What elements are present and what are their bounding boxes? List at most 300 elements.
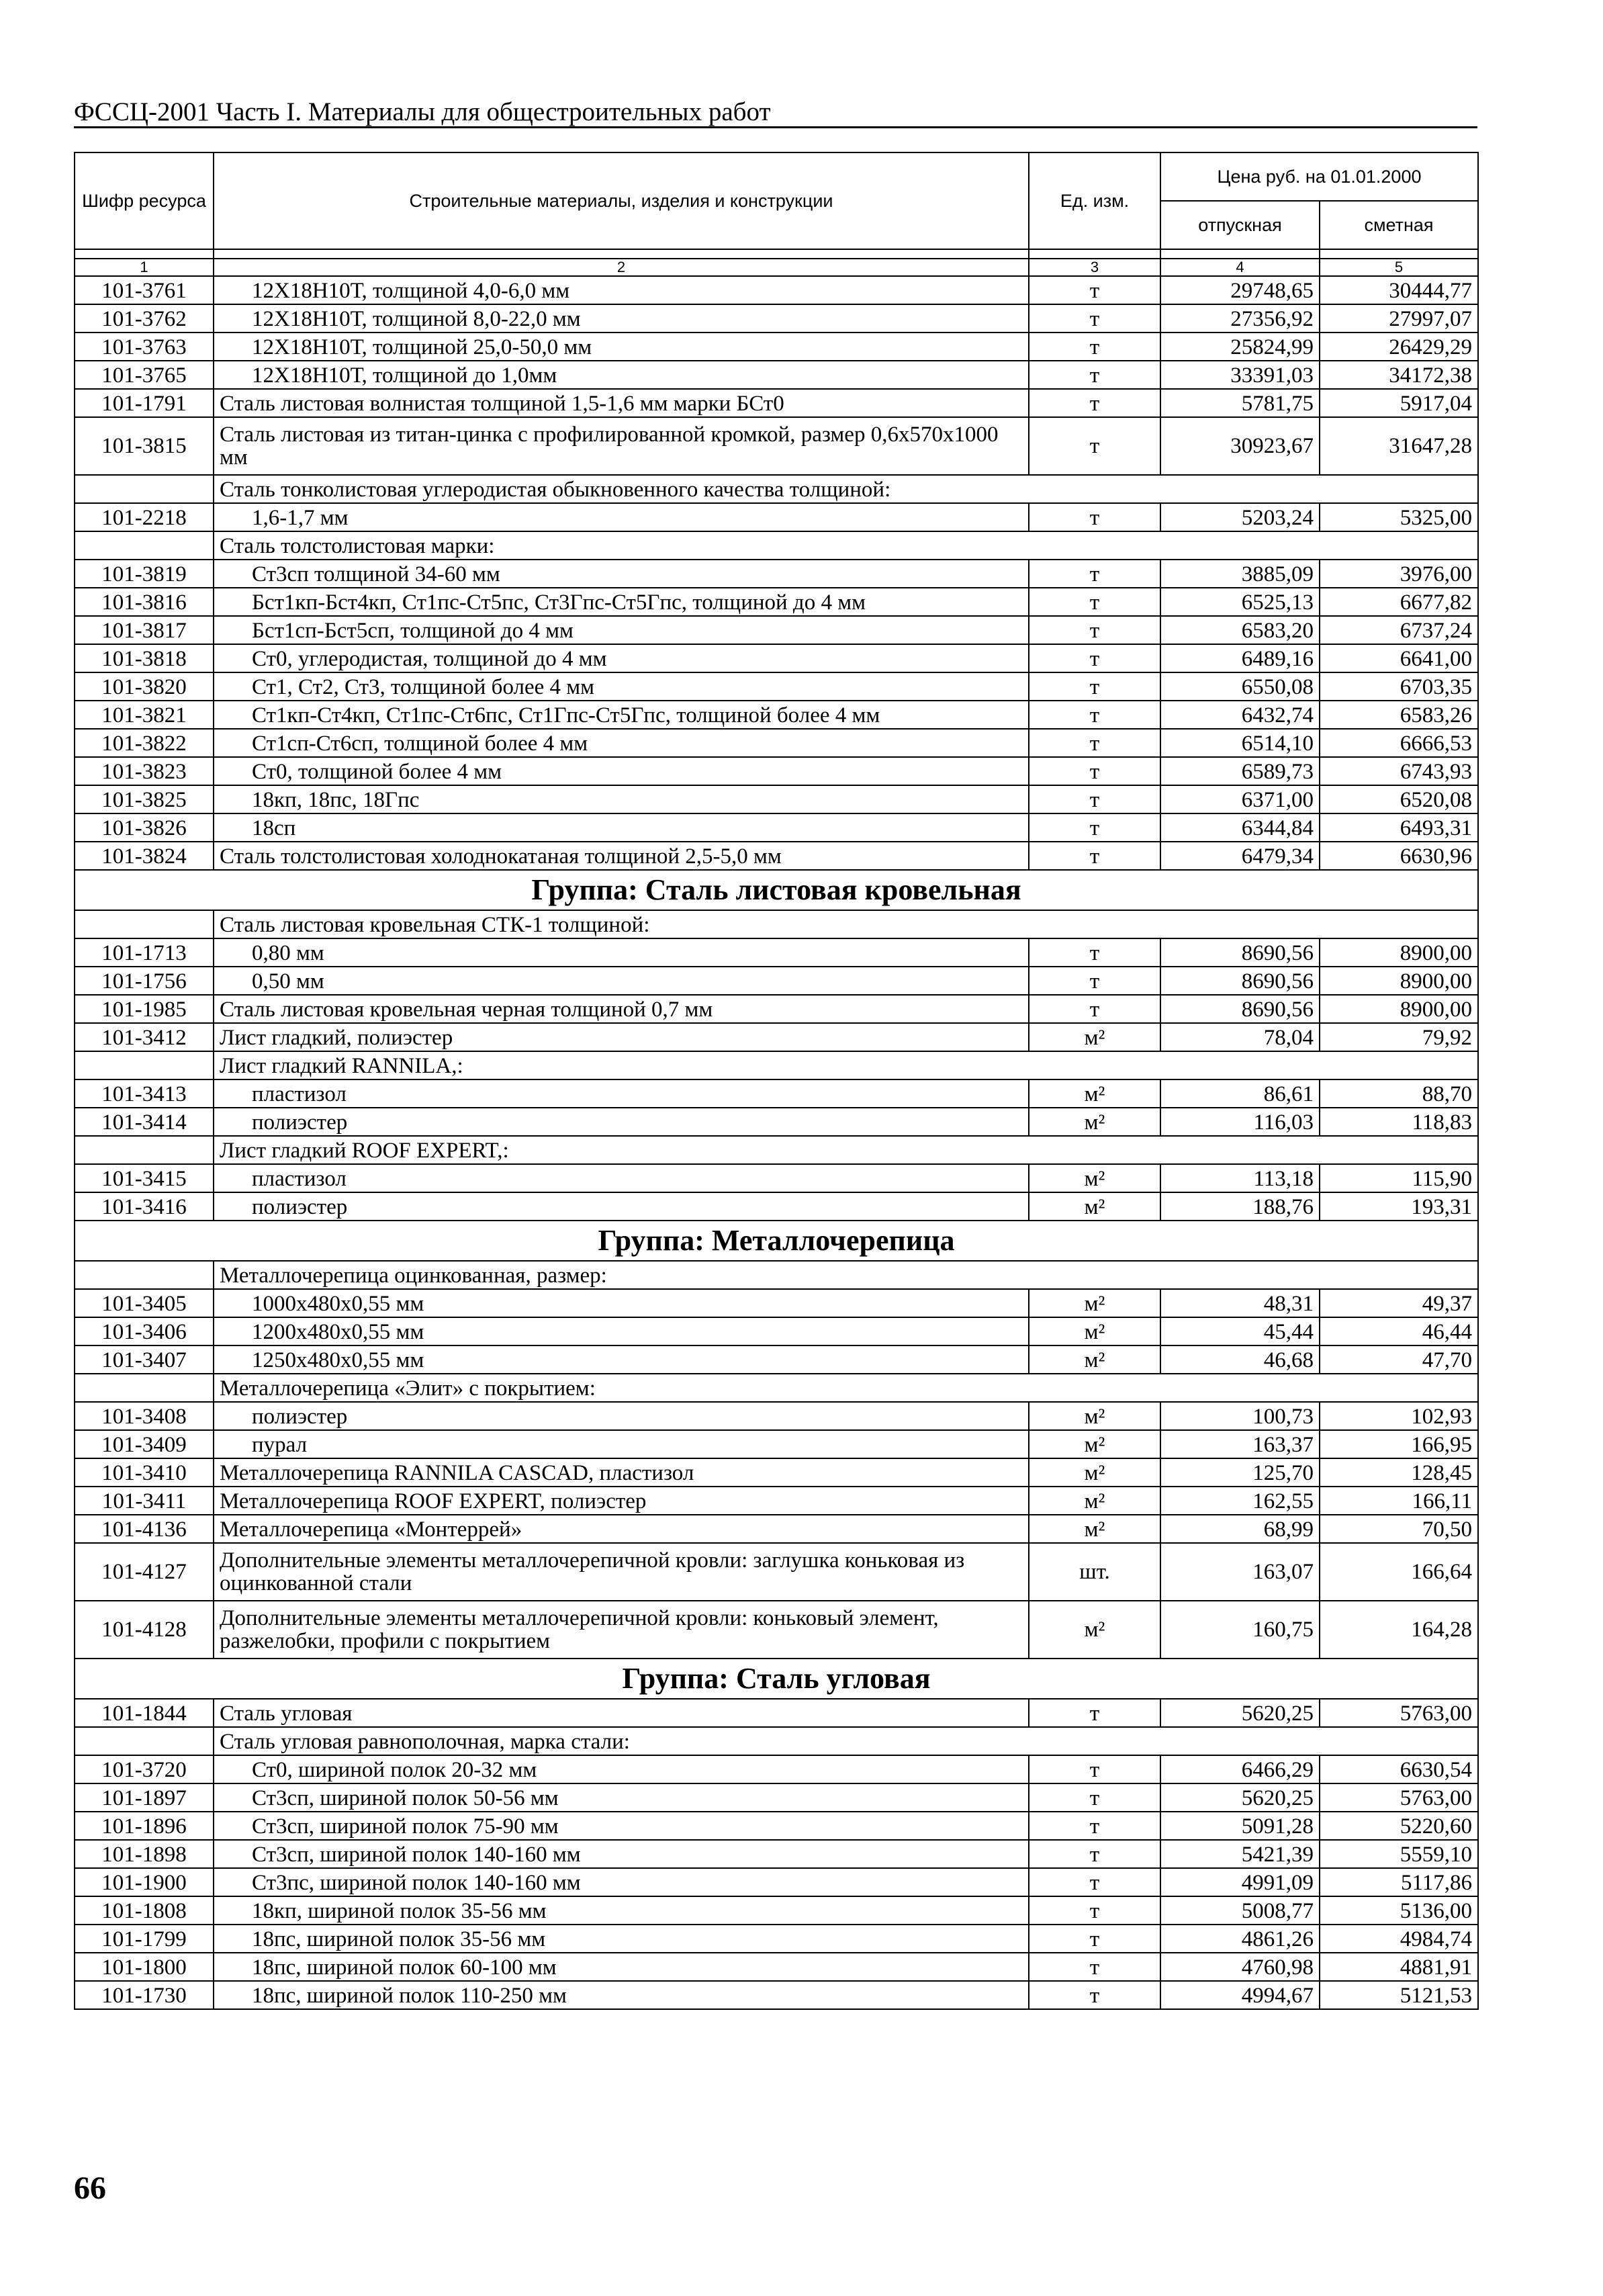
- code-cell: [75, 531, 214, 560]
- unit-cell: м²: [1029, 1430, 1160, 1458]
- resource-code: 101-2218: [75, 503, 214, 531]
- unit-cell: т: [1029, 1953, 1160, 1981]
- table-row: [75, 1840, 1478, 1868]
- release-price: 162,55: [1160, 1487, 1320, 1515]
- estimate-price: 5220,60: [1320, 1812, 1478, 1840]
- resource-code: 101-4128: [75, 1601, 214, 1659]
- table-row: [75, 729, 1478, 757]
- unit-cell: т: [1029, 757, 1160, 785]
- unit-cell: т: [1029, 503, 1160, 531]
- table-row: [75, 1896, 1478, 1925]
- release-price: 6514,10: [1160, 729, 1320, 757]
- unit-cell: м²: [1029, 1023, 1160, 1051]
- unit-cell: т: [1029, 1755, 1160, 1783]
- material-name: 1000х480х0,55 мм: [214, 1289, 1029, 1317]
- unit-cell: м²: [1029, 1458, 1160, 1487]
- code-cell: [75, 910, 214, 938]
- unit-cell: т: [1029, 361, 1160, 389]
- release-price: 68,99: [1160, 1515, 1320, 1543]
- group-heading: Группа: Сталь угловая: [75, 1659, 1478, 1699]
- subheading-row: [75, 531, 1478, 560]
- estimate-price: 6677,82: [1320, 588, 1478, 616]
- unit-cell: т: [1029, 1699, 1160, 1727]
- release-price: 6489,16: [1160, 644, 1320, 672]
- estimate-price: 5325,00: [1320, 503, 1478, 531]
- document-header: ФССЦ-2001 Часть I. Материалы для общестроительных работ: [74, 97, 771, 126]
- material-name: Ст3сп, шириной полок 50-56 мм: [214, 1783, 1029, 1812]
- resource-code: 101-1896: [75, 1812, 214, 1840]
- resource-code: 101-1900: [75, 1868, 214, 1896]
- material-name: Бст1сп-Бст5сп, толщиной до 4 мм: [214, 616, 1029, 644]
- resource-code: 101-1985: [75, 995, 214, 1023]
- release-price: 100,73: [1160, 1402, 1320, 1430]
- table-row: [75, 1953, 1478, 1981]
- unit-cell: м²: [1029, 1515, 1160, 1543]
- table-row: [75, 967, 1478, 995]
- release-price: 113,18: [1160, 1164, 1320, 1192]
- table-row: [75, 1868, 1478, 1896]
- unit-cell: т: [1029, 616, 1160, 644]
- unit-cell: т: [1029, 1812, 1160, 1840]
- release-price: 5091,28: [1160, 1812, 1320, 1840]
- header-rule: [74, 126, 1477, 128]
- table-row: [75, 757, 1478, 785]
- resource-code: 101-3818: [75, 644, 214, 672]
- column-number: 4: [1160, 259, 1320, 276]
- estimate-price: 79,92: [1320, 1023, 1478, 1051]
- unit-cell: шт.: [1029, 1543, 1160, 1601]
- table-row: [75, 1164, 1478, 1192]
- release-price: 6589,73: [1160, 757, 1320, 785]
- release-price: 5203,24: [1160, 503, 1320, 531]
- release-price: 8690,56: [1160, 967, 1320, 995]
- resource-code: 101-3406: [75, 1317, 214, 1345]
- unit-cell: т: [1029, 701, 1160, 729]
- code-cell: [75, 1136, 214, 1164]
- release-price: 86,61: [1160, 1079, 1320, 1108]
- resource-code: 101-3765: [75, 361, 214, 389]
- page-number: 66: [74, 2170, 106, 2206]
- estimate-price: 27997,07: [1320, 304, 1478, 333]
- code-cell: [75, 1261, 214, 1289]
- unit-cell: т: [1029, 813, 1160, 842]
- release-price: 25824,99: [1160, 333, 1320, 361]
- column-number: 3: [1029, 259, 1160, 276]
- header-materials: Строительные материалы, изделия и конструкции: [214, 152, 1029, 249]
- estimate-price: 5917,04: [1320, 389, 1478, 417]
- estimate-price: 166,11: [1320, 1487, 1478, 1515]
- release-price: 6432,74: [1160, 701, 1320, 729]
- unit-cell: т: [1029, 1840, 1160, 1868]
- unit-cell: т: [1029, 842, 1160, 870]
- release-price: 6466,29: [1160, 1755, 1320, 1783]
- code-cell: [75, 1727, 214, 1755]
- estimate-price: 3976,00: [1320, 560, 1478, 588]
- estimate-price: 8900,00: [1320, 967, 1478, 995]
- subheading-row: [75, 1136, 1478, 1164]
- material-name: Лист гладкий, полиэстер: [214, 1023, 1029, 1051]
- estimate-price: 164,28: [1320, 1601, 1478, 1659]
- resource-code: 101-3720: [75, 1755, 214, 1783]
- table-row: [75, 813, 1478, 842]
- group-heading-row: [75, 1221, 1478, 1261]
- group-heading-row: [75, 1659, 1478, 1699]
- estimate-price: 34172,38: [1320, 361, 1478, 389]
- resource-code: 101-3816: [75, 588, 214, 616]
- material-name: Сталь листовая волнистая толщиной 1,5-1,6 мм марки БСт0: [214, 389, 1029, 417]
- resource-code: 101-1799: [75, 1925, 214, 1953]
- subheading-row: [75, 1727, 1478, 1755]
- unit-cell: т: [1029, 560, 1160, 588]
- material-name: 12Х18Н10Т, толщиной 8,0-22,0 мм: [214, 304, 1029, 333]
- release-price: 3885,09: [1160, 560, 1320, 588]
- resource-code: 101-3819: [75, 560, 214, 588]
- resource-code: 101-3408: [75, 1402, 214, 1430]
- table-row: [75, 1458, 1478, 1487]
- table-row: [75, 1755, 1478, 1783]
- release-price: 6550,08: [1160, 672, 1320, 701]
- estimate-price: 5763,00: [1320, 1783, 1478, 1812]
- table-row: [75, 276, 1478, 304]
- table-row: [75, 1289, 1478, 1317]
- material-name: Ст3сп, шириной полок 140-160 мм: [214, 1840, 1029, 1868]
- estimate-price: 6743,93: [1320, 757, 1478, 785]
- resource-code: 101-3412: [75, 1023, 214, 1051]
- estimate-price: 26429,29: [1320, 333, 1478, 361]
- material-name: 18кп, 18пс, 18Гпс: [214, 785, 1029, 813]
- table-row: [75, 588, 1478, 616]
- table-row: [75, 842, 1478, 870]
- estimate-price: 30444,77: [1320, 276, 1478, 304]
- unit-cell: м²: [1029, 1192, 1160, 1221]
- price-table: [74, 152, 1479, 2010]
- table-row: [75, 1317, 1478, 1345]
- estimate-price: 6666,53: [1320, 729, 1478, 757]
- material-name: 18пс, шириной полок 110-250 мм: [214, 1981, 1029, 2009]
- estimate-price: 5136,00: [1320, 1896, 1478, 1925]
- table-row: [75, 616, 1478, 644]
- table-row: [75, 1812, 1478, 1840]
- table-row: [75, 361, 1478, 389]
- material-name: 0,50 мм: [214, 967, 1029, 995]
- group-heading: Группа: Сталь листовая кровельная: [75, 870, 1478, 910]
- release-price: 4991,09: [1160, 1868, 1320, 1896]
- material-name: Ст1кп-Ст4кп, Ст1пс-Ст6пс, Ст1Гпс-Ст5Гпс, толщиной более 4 мм: [214, 701, 1029, 729]
- material-name: пластизол: [214, 1079, 1029, 1108]
- resource-code: 101-3407: [75, 1345, 214, 1374]
- table-row: [75, 1783, 1478, 1812]
- resource-code: 101-3826: [75, 813, 214, 842]
- table-row: [75, 1699, 1478, 1727]
- resource-code: 101-1898: [75, 1840, 214, 1868]
- material-name: Ст0, шириной полок 20-32 мм: [214, 1755, 1029, 1783]
- unit-cell: м²: [1029, 1345, 1160, 1374]
- release-price: 5781,75: [1160, 389, 1320, 417]
- resource-code: 101-3414: [75, 1108, 214, 1136]
- table-row: [75, 1601, 1478, 1659]
- release-price: 4760,98: [1160, 1953, 1320, 1981]
- material-name: Дополнительные элементы металлочерепичной кровли: коньковый элемент, разжелобки, профили с покрытием: [214, 1601, 1029, 1659]
- estimate-price: 8900,00: [1320, 995, 1478, 1023]
- table-row: [75, 1430, 1478, 1458]
- table-row: [75, 503, 1478, 531]
- subheading-text: Сталь тонколистовая углеродистая обыкновенного качества толщиной:: [214, 475, 1478, 503]
- material-name: Ст0, углеродистая, толщиной до 4 мм: [214, 644, 1029, 672]
- unit-cell: м²: [1029, 1079, 1160, 1108]
- material-name: Сталь листовая из титан-цинка с профилированной кромкой, размер 0,6х570х1000 мм: [214, 417, 1029, 475]
- resource-code: 101-4136: [75, 1515, 214, 1543]
- estimate-price: 166,95: [1320, 1430, 1478, 1458]
- code-cell: [75, 1374, 214, 1402]
- table-row: [75, 644, 1478, 672]
- resource-code: 101-1800: [75, 1953, 214, 1981]
- estimate-price: 6520,08: [1320, 785, 1478, 813]
- resource-code: 101-3820: [75, 672, 214, 701]
- table-row: [75, 1079, 1478, 1108]
- table-row: [75, 333, 1478, 361]
- table-row: [75, 938, 1478, 967]
- unit-cell: т: [1029, 995, 1160, 1023]
- release-price: 6344,84: [1160, 813, 1320, 842]
- estimate-price: 166,64: [1320, 1543, 1478, 1601]
- release-price: 116,03: [1160, 1108, 1320, 1136]
- estimate-price: 5117,86: [1320, 1868, 1478, 1896]
- estimate-price: 115,90: [1320, 1164, 1478, 1192]
- header-code: Шифр ресурса: [75, 152, 214, 249]
- material-name: Сталь угловая: [214, 1699, 1029, 1727]
- resource-code: 101-3409: [75, 1430, 214, 1458]
- estimate-price: 6630,54: [1320, 1755, 1478, 1783]
- unit-cell: т: [1029, 1783, 1160, 1812]
- material-name: полиэстер: [214, 1192, 1029, 1221]
- unit-cell: т: [1029, 389, 1160, 417]
- unit-cell: м²: [1029, 1164, 1160, 1192]
- resource-code: 101-3822: [75, 729, 214, 757]
- table-row: [75, 1402, 1478, 1430]
- material-name: 1250х480х0,55 мм: [214, 1345, 1029, 1374]
- estimate-price: 5121,53: [1320, 1981, 1478, 2009]
- subheading-text: Сталь толстолистовая марки:: [214, 531, 1478, 560]
- release-price: 160,75: [1160, 1601, 1320, 1659]
- unit-cell: т: [1029, 644, 1160, 672]
- table-row: [75, 1192, 1478, 1221]
- material-name: 12Х18Н10Т, толщиной 25,0-50,0 мм: [214, 333, 1029, 361]
- release-price: 8690,56: [1160, 938, 1320, 967]
- subheading-row: [75, 475, 1478, 503]
- release-price: 5620,25: [1160, 1699, 1320, 1727]
- release-price: 4861,26: [1160, 1925, 1320, 1953]
- table-row: [75, 417, 1478, 475]
- estimate-price: 4984,74: [1320, 1925, 1478, 1953]
- release-price: 6371,00: [1160, 785, 1320, 813]
- material-name: 12Х18Н10Т, толщиной до 1,0мм: [214, 361, 1029, 389]
- estimate-price: 31647,28: [1320, 417, 1478, 475]
- material-name: 18пс, шириной полок 60-100 мм: [214, 1953, 1029, 1981]
- resource-code: 101-3824: [75, 842, 214, 870]
- table-row: [75, 560, 1478, 588]
- material-name: пластизол: [214, 1164, 1029, 1192]
- release-price: 8690,56: [1160, 995, 1320, 1023]
- subheading-text: Сталь листовая кровельная СТК-1 толщиной:: [214, 910, 1478, 938]
- table-row: [75, 995, 1478, 1023]
- release-price: 163,07: [1160, 1543, 1320, 1601]
- release-price: 163,37: [1160, 1430, 1320, 1458]
- resource-code: 101-4127: [75, 1543, 214, 1601]
- material-name: 1200х480х0,55 мм: [214, 1317, 1029, 1345]
- resource-code: 101-3410: [75, 1458, 214, 1487]
- table-row: [75, 785, 1478, 813]
- estimate-price: 6703,35: [1320, 672, 1478, 701]
- estimate-price: 49,37: [1320, 1289, 1478, 1317]
- material-name: 18сп: [214, 813, 1029, 842]
- material-name: пурал: [214, 1430, 1029, 1458]
- table-row: [75, 1345, 1478, 1374]
- unit-cell: т: [1029, 588, 1160, 616]
- release-price: 6525,13: [1160, 588, 1320, 616]
- release-price: 188,76: [1160, 1192, 1320, 1221]
- table-row: [75, 1023, 1478, 1051]
- resource-code: 101-1730: [75, 1981, 214, 2009]
- release-price: 5421,39: [1160, 1840, 1320, 1868]
- resource-code: 101-3415: [75, 1164, 214, 1192]
- release-price: 48,31: [1160, 1289, 1320, 1317]
- group-heading: Группа: Металлочерепица: [75, 1221, 1478, 1261]
- resource-code: 101-3413: [75, 1079, 214, 1108]
- estimate-price: 4881,91: [1320, 1953, 1478, 1981]
- subheading-text: Лист гладкий ROOF EXPERT,:: [214, 1136, 1478, 1164]
- unit-cell: т: [1029, 417, 1160, 475]
- table-row: [75, 1515, 1478, 1543]
- unit-cell: м²: [1029, 1601, 1160, 1659]
- unit-cell: т: [1029, 672, 1160, 701]
- column-number: 5: [1320, 259, 1478, 276]
- subheading-row: [75, 1051, 1478, 1079]
- release-price: 46,68: [1160, 1345, 1320, 1374]
- unit-cell: т: [1029, 276, 1160, 304]
- material-name: Ст0, толщиной более 4 мм: [214, 757, 1029, 785]
- header-unit: Ед. изм.: [1029, 152, 1160, 249]
- material-name: Сталь толстолистовая холоднокатаная толщиной 2,5-5,0 мм: [214, 842, 1029, 870]
- resource-code: 101-3821: [75, 701, 214, 729]
- material-name: Ст1, Ст2, Ст3, толщиной более 4 мм: [214, 672, 1029, 701]
- release-price: 125,70: [1160, 1458, 1320, 1487]
- unit-cell: т: [1029, 1925, 1160, 1953]
- unit-cell: т: [1029, 729, 1160, 757]
- material-name: полиэстер: [214, 1402, 1029, 1430]
- release-price: 5008,77: [1160, 1896, 1320, 1925]
- unit-cell: т: [1029, 1896, 1160, 1925]
- estimate-price: 46,44: [1320, 1317, 1478, 1345]
- release-price: 30923,67: [1160, 417, 1320, 475]
- release-price: 27356,92: [1160, 304, 1320, 333]
- material-name: 18кп, шириной полок 35-56 мм: [214, 1896, 1029, 1925]
- resource-code: 101-3405: [75, 1289, 214, 1317]
- column-number: 1: [75, 259, 214, 276]
- release-price: 45,44: [1160, 1317, 1320, 1345]
- estimate-price: 102,93: [1320, 1402, 1478, 1430]
- table-row: [75, 1108, 1478, 1136]
- resource-code: 101-3416: [75, 1192, 214, 1221]
- table-row: [75, 304, 1478, 333]
- release-price: 6583,20: [1160, 616, 1320, 644]
- release-price: 6479,34: [1160, 842, 1320, 870]
- estimate-price: 6630,96: [1320, 842, 1478, 870]
- resource-code: 101-1897: [75, 1783, 214, 1812]
- material-name: 0,80 мм: [214, 938, 1029, 967]
- release-price: 29748,65: [1160, 276, 1320, 304]
- subheading-row: [75, 1374, 1478, 1402]
- table-row: [75, 389, 1478, 417]
- estimate-price: 118,83: [1320, 1108, 1478, 1136]
- resource-code: 101-1808: [75, 1896, 214, 1925]
- unit-cell: м²: [1029, 1108, 1160, 1136]
- estimate-price: 193,31: [1320, 1192, 1478, 1221]
- estimate-price: 6583,26: [1320, 701, 1478, 729]
- estimate-price: 47,70: [1320, 1345, 1478, 1374]
- material-name: Сталь листовая кровельная черная толщиной 0,7 мм: [214, 995, 1029, 1023]
- resource-code: 101-3763: [75, 333, 214, 361]
- resource-code: 101-3762: [75, 304, 214, 333]
- column-number: 2: [214, 259, 1029, 276]
- estimate-price: 128,45: [1320, 1458, 1478, 1487]
- resource-code: 101-1791: [75, 389, 214, 417]
- material-name: 1,6-1,7 мм: [214, 503, 1029, 531]
- unit-cell: т: [1029, 1868, 1160, 1896]
- resource-code: 101-3411: [75, 1487, 214, 1515]
- table-row: [75, 672, 1478, 701]
- material-name: Ст3сп, шириной полок 75-90 мм: [214, 1812, 1029, 1840]
- material-name: Металлочерепица ROOF EXPERT, полиэстер: [214, 1487, 1029, 1515]
- resource-code: 101-3815: [75, 417, 214, 475]
- header-estimate-price: сметная: [1320, 201, 1478, 249]
- resource-code: 101-1844: [75, 1699, 214, 1727]
- code-cell: [75, 1051, 214, 1079]
- material-name: Бст1кп-Бст4кп, Ст1пс-Ст5пс, Ст3Гпс-Ст5Гпс, толщиной до 4 мм: [214, 588, 1029, 616]
- release-price: 4994,67: [1160, 1981, 1320, 2009]
- material-name: Металлочерепица «Монтеррей»: [214, 1515, 1029, 1543]
- estimate-price: 5559,10: [1320, 1840, 1478, 1868]
- table-row: [75, 1543, 1478, 1601]
- subheading-row: [75, 910, 1478, 938]
- material-name: Дополнительные элементы металлочерепичной кровли: заглушка коньковая из оцинкованной стали: [214, 1543, 1029, 1601]
- subheading-row: [75, 1261, 1478, 1289]
- table-row: [75, 701, 1478, 729]
- unit-cell: т: [1029, 967, 1160, 995]
- code-cell: [75, 475, 214, 503]
- resource-code: 101-1756: [75, 967, 214, 995]
- release-price: 5620,25: [1160, 1783, 1320, 1812]
- estimate-price: 6641,00: [1320, 644, 1478, 672]
- material-name: полиэстер: [214, 1108, 1029, 1136]
- table-body: [75, 276, 1478, 2009]
- subheading-text: Металлочерепица оцинкованная, размер:: [214, 1261, 1478, 1289]
- release-price: 33391,03: [1160, 361, 1320, 389]
- material-name: Ст3сп толщиной 34-60 мм: [214, 560, 1029, 588]
- estimate-price: 88,70: [1320, 1079, 1478, 1108]
- group-heading-row: [75, 870, 1478, 910]
- unit-cell: м²: [1029, 1289, 1160, 1317]
- estimate-price: 6493,31: [1320, 813, 1478, 842]
- estimate-price: 8900,00: [1320, 938, 1478, 967]
- resource-code: 101-1713: [75, 938, 214, 967]
- unit-cell: м²: [1029, 1402, 1160, 1430]
- resource-code: 101-3825: [75, 785, 214, 813]
- table-row: [75, 1487, 1478, 1515]
- subheading-text: Металлочерепица «Элит» с покрытием:: [214, 1374, 1478, 1402]
- release-price: 78,04: [1160, 1023, 1320, 1051]
- material-name: 18пс, шириной полок 35-56 мм: [214, 1925, 1029, 1953]
- header-price: Цена руб. на 01.01.2000: [1160, 152, 1478, 201]
